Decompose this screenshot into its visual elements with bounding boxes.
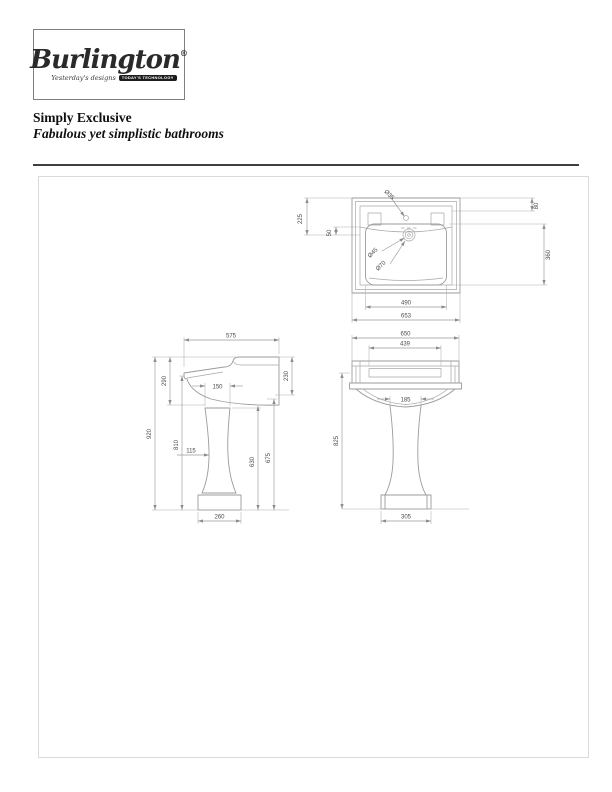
page-title: Simply Exclusive [33, 110, 132, 125]
dim-label-920: 920 [147, 428, 153, 440]
dim-label-290: 290 [162, 375, 168, 387]
plan-waste-outer [403, 229, 415, 241]
dim-label-675: 675 [266, 452, 272, 464]
dim-label-115: 115 [186, 448, 196, 455]
brand-tagline [51, 74, 176, 82]
dim-label-dia45: Ø45 [367, 247, 380, 260]
plan-ledge-recess-left [368, 213, 381, 225]
basin-side-view [147, 334, 295, 525]
dim-label-dia35: Ø35 [382, 189, 395, 202]
side-pedestal-outline [202, 408, 236, 493]
front-rim-slab [352, 361, 459, 383]
dim-label-490: 490 [400, 300, 412, 307]
plan-rim-line [356, 202, 457, 290]
plan-waste-mid [405, 231, 413, 239]
technical-drawing-svg [39, 177, 588, 757]
leader-dia70 [390, 241, 405, 264]
front-pedestal-outline [385, 406, 426, 495]
front-rim-band [350, 383, 462, 389]
plan-ledge-recess-right [431, 213, 444, 225]
side-basin-outline [184, 357, 279, 405]
dim-label-50: 50 [327, 229, 333, 237]
front-pedestal-base [381, 495, 431, 509]
brand-logo-text [30, 47, 188, 73]
brand-name: Burlington [30, 45, 180, 75]
dim-label-dia70: Ø70 [375, 260, 388, 273]
plan-deck-line [360, 206, 452, 285]
front-rim-mouldings [352, 361, 459, 383]
dim-label-185: 185 [400, 397, 411, 404]
dim-label-630: 630 [250, 456, 256, 468]
dim-label-305: 305 [400, 514, 412, 521]
side-pedestal-base [198, 493, 241, 510]
dim-label-230: 230 [284, 370, 290, 382]
dim-label-439: 439 [399, 341, 411, 348]
dim-label-825: 825 [334, 435, 340, 447]
basin-plan-view [298, 189, 552, 323]
dim-label-225: 225 [298, 213, 304, 225]
registered-mark: ® [179, 48, 188, 58]
tagline-script: Yesterday's designs [51, 74, 116, 82]
tagline-caps: TODAY'S TECHNOLOGY [119, 75, 177, 82]
dim-label-575: 575 [225, 333, 237, 340]
page-subtitle: Fabulous yet simplistic bathrooms [33, 126, 224, 141]
dim-label-810: 810 [174, 439, 180, 451]
dim-label-150: 150 [212, 384, 223, 391]
dim-label-360: 360 [546, 249, 552, 261]
basin-front-view [334, 332, 469, 525]
brand-logo-box [30, 29, 188, 100]
leader-dia45 [382, 238, 405, 251]
ext-80 [452, 198, 535, 211]
dim-label-260: 260 [214, 514, 225, 521]
dim-label-80: 80 [534, 202, 540, 210]
ext-575 [184, 337, 279, 367]
technical-drawing-panel [38, 176, 589, 758]
header-divider [33, 164, 579, 166]
plan-waste-center [408, 234, 411, 237]
plan-bowl-inner-curve [369, 278, 443, 281]
side-rim-detail [187, 361, 279, 378]
dim-label-653: 653 [400, 313, 412, 320]
dim-label-650: 650 [400, 331, 411, 338]
ext-360 [447, 224, 548, 285]
plan-outer-edge [352, 198, 460, 293]
front-rim-panel [369, 369, 441, 378]
